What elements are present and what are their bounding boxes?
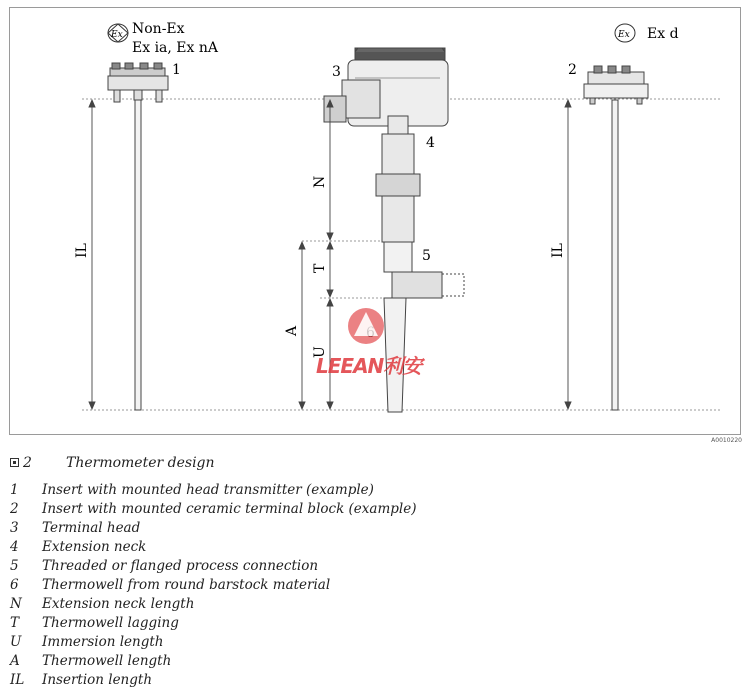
- legend-item: [10, 596, 710, 615]
- legend-item: [10, 653, 710, 672]
- label-4: 4: [426, 135, 435, 151]
- legend-item: [10, 634, 710, 653]
- legend-item: [10, 539, 710, 558]
- ex-symbol-left-icon: [108, 24, 128, 42]
- legend-text: Extension neck: [42, 539, 147, 555]
- terminal-head: [324, 48, 448, 126]
- label-5: 5: [422, 248, 431, 264]
- legend-text: Thermowell from round barstock material: [42, 577, 331, 593]
- insert-with-ceramic-block: [584, 66, 648, 410]
- dim-n: N: [312, 175, 328, 188]
- dim-a: A: [284, 325, 300, 336]
- legend-key: N: [10, 596, 22, 612]
- insert-with-transmitter: [108, 63, 168, 410]
- legend-item: [10, 558, 710, 577]
- legend-key: T: [10, 615, 20, 631]
- label-2: 2: [568, 62, 577, 78]
- figure-icon: [10, 458, 19, 467]
- legend-text: Extension neck length: [42, 596, 195, 612]
- figure-caption: [10, 455, 215, 471]
- label-3: 3: [332, 64, 341, 80]
- figure-code: A0010220: [711, 437, 742, 444]
- legend-key: 2: [10, 501, 19, 517]
- legend-item: [10, 672, 710, 691]
- dim-t: T: [312, 263, 328, 273]
- legend-text: Thermowell length: [42, 653, 172, 669]
- legend-item: [10, 615, 710, 634]
- legend-key: 1: [10, 482, 19, 498]
- caption-number: 2: [23, 455, 32, 471]
- legend-key: A: [10, 653, 20, 669]
- legend-text: Thermowell lagging: [42, 615, 179, 631]
- label-non-ex: Non-Ex: [132, 21, 185, 37]
- label-1: 1: [172, 62, 181, 78]
- svg-text:LEEAN利安: LEEAN利安: [316, 354, 422, 378]
- legend-key: IL: [10, 672, 25, 688]
- legend-text: Insert with mounted head transmitter (example): [42, 482, 374, 498]
- legend-item: [10, 520, 710, 539]
- legend-text: Immersion length: [42, 634, 164, 650]
- label-ex-d: Ex d: [647, 26, 679, 42]
- legend-key: U: [10, 634, 22, 650]
- leean-watermark-logo: [316, 308, 425, 378]
- ex-symbol-left-text: Ex: [111, 30, 123, 40]
- legend-item: [10, 577, 710, 596]
- caption-title: Thermometer design: [66, 455, 215, 471]
- diagram-svg: [10, 8, 742, 436]
- dim-u: U: [312, 346, 328, 358]
- legend-text: Insert with mounted ceramic terminal block (example): [42, 501, 417, 517]
- legend-text: Threaded or flanged process connection: [42, 558, 319, 574]
- legend-key: 3: [10, 520, 19, 536]
- legend-key: 6: [10, 577, 19, 593]
- legend-key: 5: [10, 558, 19, 574]
- legend-list: [10, 482, 710, 691]
- legend-key: 4: [10, 539, 19, 555]
- ex-symbol-right-text: Ex: [618, 30, 630, 40]
- legend-item: [10, 482, 710, 501]
- legend-text: Terminal head: [42, 520, 141, 536]
- extension-neck: [376, 116, 420, 242]
- dim-il-left: IL: [74, 243, 90, 258]
- legend-item: [10, 501, 710, 520]
- dim-il-right: IL: [550, 243, 566, 258]
- thermowell: [384, 242, 464, 412]
- label-ex-ia: Ex ia, Ex nA: [132, 40, 218, 56]
- legend-text: Insertion length: [42, 672, 153, 688]
- thermometer-diagram: [9, 7, 741, 435]
- ex-symbol-right-icon: [615, 24, 635, 42]
